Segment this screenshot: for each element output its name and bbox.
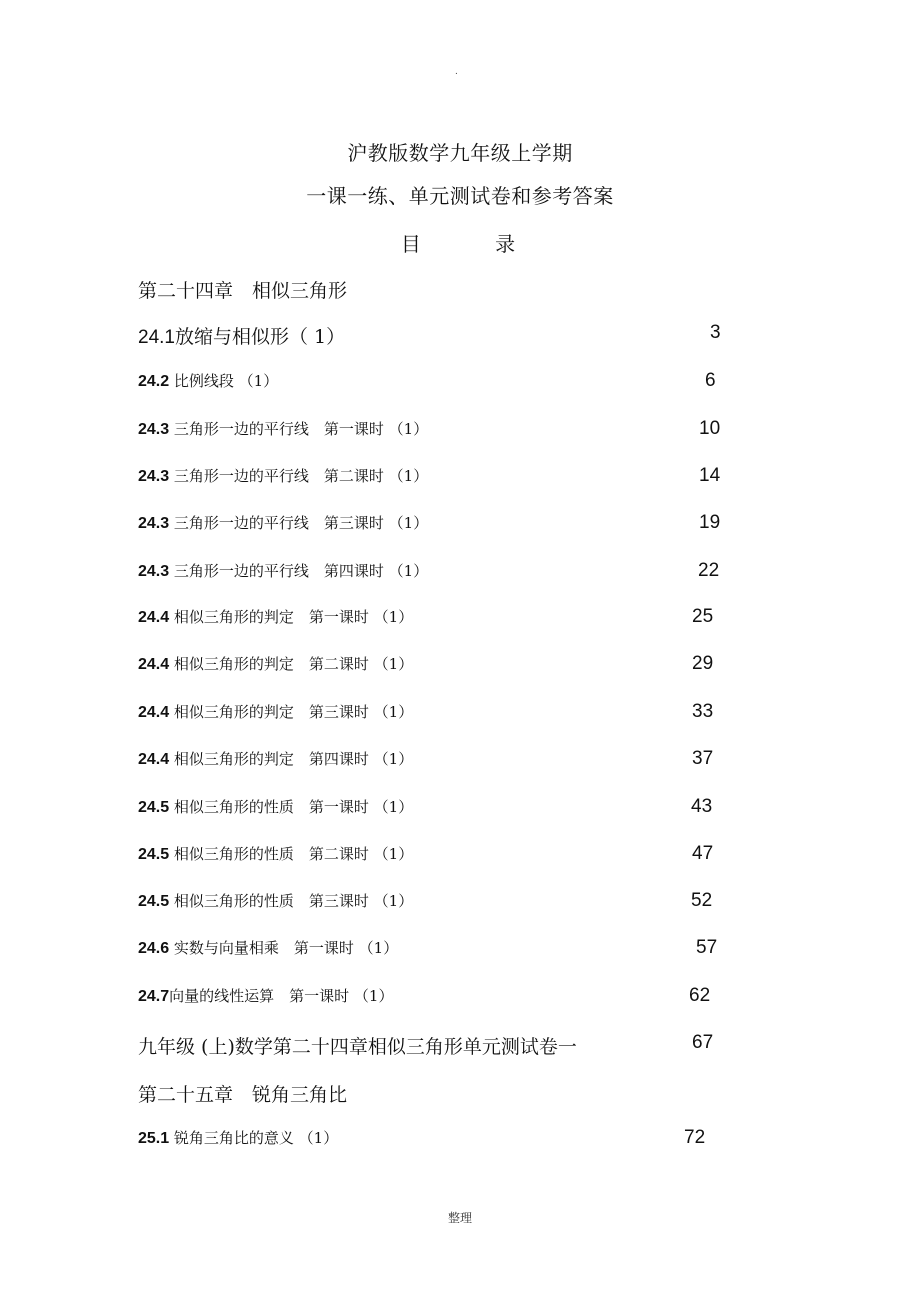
toc-entry-page: 57 <box>696 937 718 958</box>
toc-entry-number: 24.3 <box>138 515 170 532</box>
toc-entry-number: 24.3 <box>138 563 170 580</box>
toc-entry-number: 24.4 <box>138 704 170 721</box>
toc-entry-title: 第二十四章 相似三角形 <box>138 280 348 302</box>
toc-entry-page: 72 <box>684 1127 706 1148</box>
header-dot: . <box>455 66 458 77</box>
toc-entry-page: 62 <box>689 985 711 1006</box>
toc-entry-title: 向量的线性运算 第一课时 （1） <box>169 987 394 1005</box>
toc-entry-title: 放缩与相似形（ 1） <box>174 326 346 348</box>
toc-entry-number: 24.6 <box>138 940 170 957</box>
toc-entry-number: 24.2 <box>138 373 170 390</box>
toc-entry-number: 24.5 <box>138 846 170 863</box>
toc-entry-number: 24.3 <box>138 421 170 438</box>
toc-entry-page: 3 <box>710 322 721 343</box>
toc-entry-title: 相似三角形的判定 第一课时 （1） <box>169 608 414 626</box>
toc-entry-title: 相似三角形的判定 第二课时 （1） <box>169 655 414 673</box>
toc-entry-page: 29 <box>692 653 714 674</box>
toc-entry-title: 九年级 (上)数学第二十四章相似三角形单元测试卷一 <box>138 1036 577 1058</box>
toc-entry-number: 24.5 <box>138 893 170 910</box>
toc-entry-page: 67 <box>692 1032 714 1053</box>
toc-entry-page: 33 <box>692 701 714 722</box>
toc-entry-page: 6 <box>705 370 716 391</box>
toc-entry-number: 24.4 <box>138 609 170 626</box>
toc-entry-title: 相似三角形的判定 第三课时 （1） <box>169 703 414 721</box>
toc-entry-title: 相似三角形的性质 第三课时 （1） <box>169 892 414 910</box>
toc-entry-number: 24.3 <box>138 468 170 485</box>
toc-entry-title: 比例线段 （1） <box>169 372 279 390</box>
toc-entry-title: 三角形一边的平行线 第三课时 （1） <box>169 514 429 532</box>
document-subtitle: 一课一练、单元测试卷和参考答案 <box>306 184 614 208</box>
toc-entry-number: 24.5 <box>138 799 170 816</box>
toc-entry-number: 24.1 <box>138 327 175 348</box>
toc-entry-page: 52 <box>691 890 713 911</box>
toc-entry-page: 10 <box>699 418 721 439</box>
toc-entry-number: 25.1 <box>138 1130 170 1147</box>
toc-entry-number: 24.7 <box>138 988 170 1005</box>
toc-entry-title: 相似三角形的性质 第二课时 （1） <box>169 845 414 863</box>
toc-entry-page: 43 <box>691 796 713 817</box>
toc-entry-number: 24.4 <box>138 751 170 768</box>
toc-entry-title: 三角形一边的平行线 第四课时 （1） <box>169 562 429 580</box>
toc-entry-page: 22 <box>698 560 720 581</box>
toc-entry-page: 25 <box>692 606 714 627</box>
toc-entry-page: 14 <box>699 465 721 486</box>
toc-entry-page: 19 <box>699 512 721 533</box>
toc-entry-title: 第二十五章 锐角三角比 <box>138 1084 348 1106</box>
toc-entry-page: 37 <box>692 748 714 769</box>
toc-entry-page: 47 <box>692 843 714 864</box>
document-title: 沪教版数学九年级上学期 <box>347 141 573 165</box>
toc-entry-title: 实数与向量相乘 第一课时 （1） <box>169 939 399 957</box>
toc-heading: 目 录 <box>400 232 550 256</box>
toc-entry-title: 相似三角形的性质 第一课时 （1） <box>169 798 414 816</box>
toc-entry-title: 三角形一边的平行线 第二课时 （1） <box>169 467 429 485</box>
toc-entry-title: 三角形一边的平行线 第一课时 （1） <box>169 420 429 438</box>
page-footer: 整理 <box>447 1211 472 1225</box>
toc-entry-title: 锐角三角比的意义 （1） <box>169 1129 339 1147</box>
toc-entry-title: 相似三角形的判定 第四课时 （1） <box>169 750 414 768</box>
toc-entry-number: 24.4 <box>138 656 170 673</box>
